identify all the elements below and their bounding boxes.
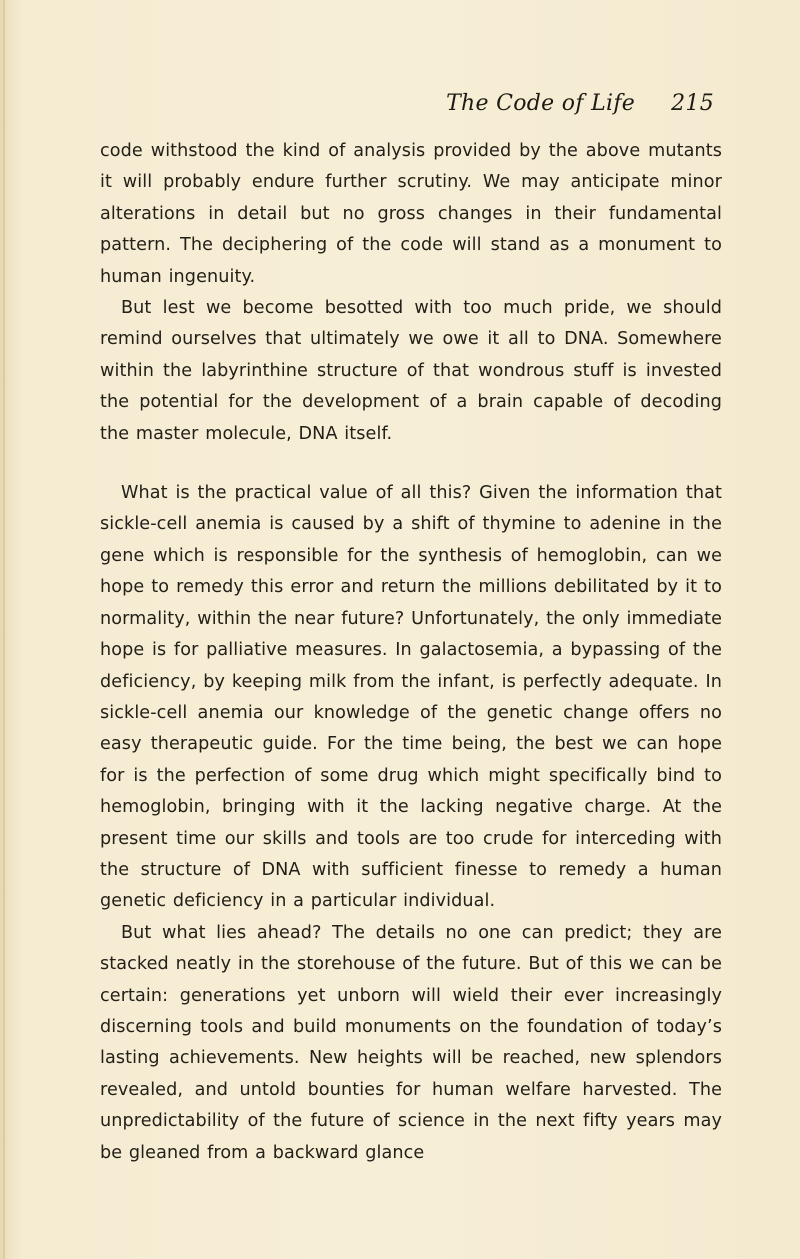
paragraph: But what lies ahead? The details no one can predict; they are stacked neatly in the storehouse of the future. But of this we can be certain: generations yet unborn will wield their ever increasingly discerning tools and build monuments on the foundation of today’s lasting achievements. New heights will be reached, new splendors revealed, and untold bounties for human welfare harvested. The unpredictability of the future of science in the next fifty years may be gleaned from a backward glance bbox=[100, 922, 722, 1163]
paragraph: What is the practical value of all this? Given the information that sickle-cell anemia is caused by a shift of thymine to adenine in the gene which is responsible for the synthesis of hemoglobin, can we hope to remedy this error and return the millions debilitated by it to normality, within the near future? Unfortunately, the only immediate hope is for palliative measures. In galactosemia, a bypassing of the deficiency, by keeping milk from the infant, is perfectly adequate. In sickle-cell anemia our knowledge of the genetic change offers no easy therapeutic guide. For the time being, the best we can hope for is the perfection of some drug which might specifically bind to hemoglobin, bringing with it the lacking negative charge. At the present time our skills and tools are too crude for interceding with the structure of DNA with sufficient finesse to remedy a human genetic deficiency in a particular individual. bbox=[100, 483, 722, 912]
running-title: The Code of Life bbox=[446, 91, 636, 116]
running-header bbox=[446, 91, 714, 116]
body-text bbox=[100, 136, 722, 1169]
page-number: 215 bbox=[671, 91, 714, 116]
paragraph: But lest we become besotted with too much pride, we should remind ourselves that ultimately we owe it all to DNA. Somewhere within the labyrinthine structure of that wondrous stuff is invested the potential for the development of a brain capable of decoding the master molecule, DNA itself. bbox=[100, 298, 722, 444]
page-gutter bbox=[3, 0, 5, 1259]
paragraph: code withstood the kind of analysis provided by the above mutants it will probably endure further scrutiny. We may anticipate minor alterations in detail but no gross changes in their fundamental pattern. The deciphering of the code will stand as a monument to human ingenuity. bbox=[100, 141, 722, 287]
